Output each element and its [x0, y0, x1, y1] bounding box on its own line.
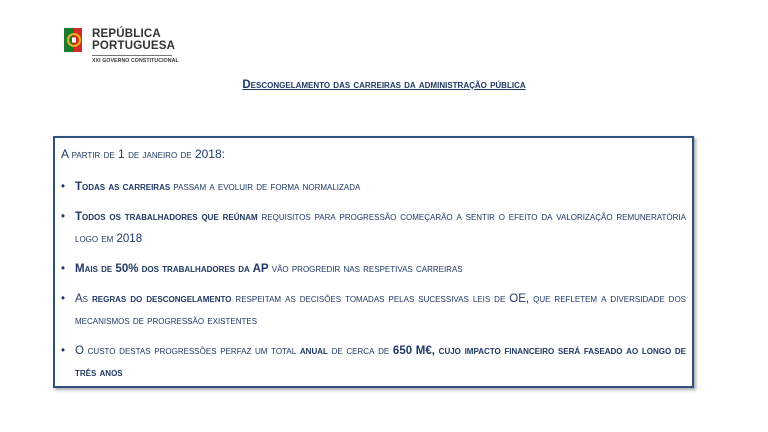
- government-logo: [62, 26, 182, 68]
- list-item: [59, 206, 686, 250]
- bullet-icon: •: [61, 263, 66, 275]
- bold-text: Todas as carreiras: [75, 181, 171, 193]
- item-text: vão progredir nas respetivas carreiras: [268, 263, 463, 275]
- portugal-emblem-icon: [62, 26, 84, 54]
- bold-text: Todos os trabalhadores que reúnam: [75, 211, 258, 223]
- item-text: passam a evoluir de forma normalizada: [170, 181, 361, 193]
- bullet-icon: •: [61, 181, 66, 193]
- logo-line-portuguesa: PORTUGUESA: [92, 40, 176, 52]
- bold-text: 650 M€, cujo impacto financeiro será faseado ao longo de três anos: [75, 345, 687, 379]
- slide-title: Descongelamento das carreiras da administração pública: [242, 79, 526, 91]
- bullet-icon: •: [61, 345, 66, 357]
- list-item: [59, 258, 686, 280]
- item-text: respeitam as decisões tomadas pelas sucessivas leis de OE, que refletem a diversidade dos mecanismos de progressão existentes: [75, 293, 687, 327]
- item-text: As: [75, 293, 93, 305]
- bold-text: anual: [299, 345, 328, 357]
- item-text: O custo destas progressões perfaz um total: [75, 345, 300, 357]
- intro-text: A partir de 1 de janeiro de 2018:: [61, 147, 225, 161]
- item-text: de cerca de: [327, 345, 393, 357]
- bullet-icon: •: [61, 293, 66, 305]
- bullet-icon: •: [61, 211, 66, 223]
- logo-line-republica: REPÚBLICA: [92, 28, 161, 40]
- item-text: requisitos para progressão começarão a sentir o efeito da valorização remuneratória logo em 2018: [75, 211, 686, 245]
- logo-line-governo: XXI GOVERNO CONSTITUCIONAL: [92, 58, 179, 64]
- bold-text: regras do descongelamento: [92, 293, 232, 305]
- bold-text: Mais de 50% dos trabalhadores da AP: [75, 263, 269, 275]
- logo-divider: [92, 55, 172, 56]
- bullet-list: [59, 176, 686, 392]
- list-item: [59, 340, 686, 384]
- content-box: [53, 136, 694, 388]
- list-item: [59, 176, 686, 198]
- list-item: [59, 288, 686, 332]
